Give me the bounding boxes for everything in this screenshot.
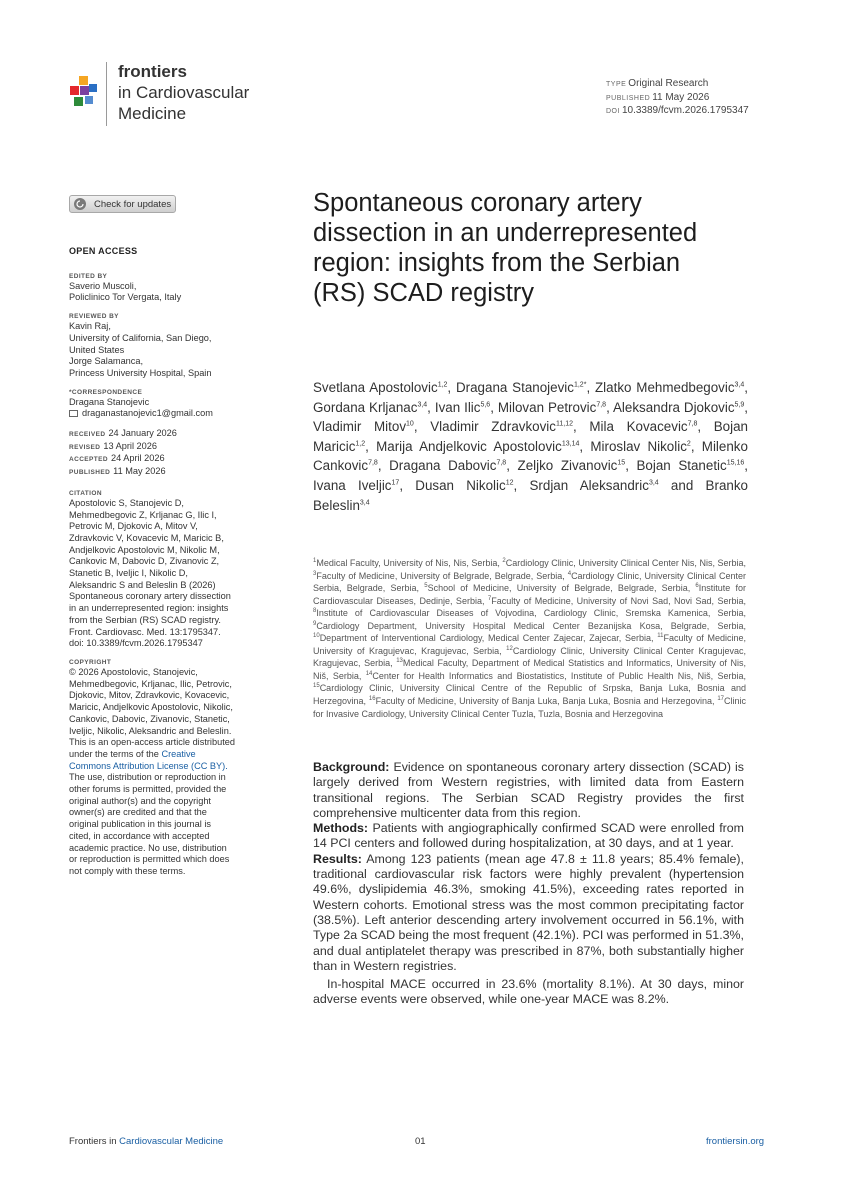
correspondence-name: Dragana Stanojevic xyxy=(69,396,150,407)
article-meta xyxy=(606,78,749,119)
citation-line: Spontaneous coronary artery dissection xyxy=(69,591,231,602)
results-text: Among 123 patients (mean age 47.8 ± 11.8 years; 85.4% female), traditional cardiovascular risk factors were highly prevalent (hypertension 49.6%, dyslipidemia 46.3%, smoking 41.5%), exceeding rates reported in Western cohorts. Emotional stress was the most common precipitating factor (38.5%). Left anterior descending artery involvement occurred in 56.1%, with Type 2a SCAD being the most frequent (42.1%). PCI was performed in 51.3%, and dual antiplatelet therapy was prescribed in 87%, both substantially higher than in Western registries. xyxy=(313,851,744,973)
copyright-line: © 2026 Apostolovic, Stanojevic, xyxy=(69,666,198,677)
author-affiliation-ref: 5,6 xyxy=(480,401,491,409)
affiliation-text: Cardiology Department, University Hospital Medical Center Bezanijska Kosa, Belgrade, Serbia, xyxy=(316,620,746,631)
copyright-line: Maricic, Andjelkovic Apostolovic, Nikolic, xyxy=(69,702,233,713)
date-value: 24 January 2026 xyxy=(108,428,177,439)
author-affiliation-ref: 13,14 xyxy=(561,440,580,448)
affiliation-text: Medical Faculty, Department of Medical Statistics and Informatics, University of Nis, Niš, Serbia, xyxy=(313,658,746,681)
affiliation-text: Center for Health Informatics and Biostatistics, Institute of Public Health Nis, Niš, Serbia, xyxy=(372,670,746,681)
author-name[interactable]: Dragana Stanojevic xyxy=(455,380,574,395)
license-link[interactable]: Creative xyxy=(161,748,196,759)
check-updates-icon xyxy=(74,198,86,210)
affiliation-text: Cardiology Clinic, University Clinical Center Serbia, Belgrade, Serbia, xyxy=(313,570,746,594)
author-name[interactable]: Ivan Ilic xyxy=(434,399,481,415)
abstract xyxy=(313,760,744,1008)
citation-text xyxy=(69,498,269,650)
journal-brand[interactable] xyxy=(118,62,318,124)
date-label: REVISED xyxy=(69,443,101,451)
methods-text: Patients with angiographically confirmed SCAD were enrolled from 14 PCI centers and followed during hospitalization, at 30 days, and at 1 year. xyxy=(313,821,744,851)
author-name[interactable]: Ivana Iveljic xyxy=(313,477,392,493)
copyright-line: cited, in accordance with accepted xyxy=(69,830,210,841)
copyright-tail-text xyxy=(69,772,269,877)
author-affiliation-ref: 5,9 xyxy=(734,401,745,409)
author-affiliation-ref: 15 xyxy=(617,459,626,467)
type-label: TYPE xyxy=(606,81,627,88)
affiliation-text: Medical Faculty, University of Nis, Nis, Serbia, xyxy=(316,558,503,568)
doi-value[interactable]: 10.3389/fcvm.2026.1795347 xyxy=(621,105,749,116)
date-label: PUBLISHED xyxy=(69,469,111,477)
author-affiliation-ref: 7,8 xyxy=(368,459,378,467)
affiliation-text: Institute of Cardiovascular Diseases of Vojvodina, Cardiology Clinic, Sremska Kamenica, Serbia, xyxy=(316,608,746,619)
author-affiliation-ref: 7,8 xyxy=(687,420,698,428)
citation-line: doi: 10.3389/fcvm.2026.1795347 xyxy=(69,638,203,649)
reviewed-line: Princess University Hospital, Spain xyxy=(69,367,212,378)
background-label: Background: xyxy=(313,760,390,774)
citation-line: Zdravkovic V, Kovacevic M, Maricic B, xyxy=(69,532,224,543)
affiliation-number: 11 xyxy=(657,633,664,640)
affiliation-number: 10 xyxy=(313,633,320,640)
reviewed-by-label: REVIEWED BY xyxy=(69,313,119,321)
methods-label: Methods: xyxy=(313,821,369,836)
type-value: Original Research xyxy=(628,78,709,89)
affiliation-number: 17 xyxy=(717,696,724,703)
author-affiliation-ref: 3,4 xyxy=(734,381,745,389)
background-text: Evidence on spontaneous coronary artery dissection (SCAD) is largely derived from Western registries, with limited data from Eastern transitional regions. The Serbian SCAD Registry provides the first comprehensive multicenter data from this region. xyxy=(313,760,744,820)
copyright-line: owner(s) are credited and that the xyxy=(69,807,207,818)
affiliation-text: Cardiology Clinic, University Clinical Center Kragujevac, Kragujevac, Serbia, xyxy=(313,645,746,669)
author-name[interactable]: Srdjan Aleksandric xyxy=(529,477,649,493)
author-name[interactable]: Mila Kovacevic xyxy=(589,419,688,435)
article-title: Spontaneous coronary artery dissection in an underrepresented region: insights from the Serbian (RS) SCAD registry xyxy=(313,189,698,307)
author-affiliation-ref: 17 xyxy=(391,479,400,487)
author-name[interactable]: Bojan Maricic xyxy=(313,419,748,454)
affiliation-text: Cardiology Clinic, University Clinical Centre of the Republic of Srpska, Banja Luka, Bosnia and Herzegovina, xyxy=(313,683,746,707)
check-updates-label: Check for updates xyxy=(94,198,172,210)
copyright-label: COPYRIGHT xyxy=(69,658,112,666)
reviewed-line: Kavin Raj, xyxy=(69,321,111,332)
dates-block xyxy=(69,428,269,479)
copyright-line: or reproduction is permitted which does xyxy=(69,854,230,865)
reviewed-line: Jorge Salamanca, xyxy=(69,356,144,367)
citation-line: from the Serbian (RS) SCAD registry. xyxy=(69,614,221,625)
frontiers-logo-icon xyxy=(70,76,98,108)
affiliation-number: 5 xyxy=(424,583,428,590)
affiliation-number: 3 xyxy=(313,570,317,577)
affiliation-number: 15 xyxy=(313,683,320,690)
affiliation-number: 8 xyxy=(313,608,317,615)
check-for-updates-button[interactable] xyxy=(69,195,176,213)
copyright-line: original publication in this journal is xyxy=(69,819,211,830)
author-name[interactable]: Gordana Krljanac xyxy=(313,399,418,415)
citation-line: in an underrepresented region: insights xyxy=(69,603,229,614)
citation-line: Petrovic M, Djokovic A, Mitov V, xyxy=(69,521,198,532)
copyright-line: original author(s) and the copyright xyxy=(69,795,211,806)
date-label: RECEIVED xyxy=(69,431,106,439)
citation-line: Andjelkovic Apostolovic M, Nikolic M, xyxy=(69,544,220,555)
results-label: Results: xyxy=(313,851,362,866)
edited-line: Saverio Muscoli, xyxy=(69,280,137,291)
author-name[interactable]: Milenko Cankovic xyxy=(313,438,748,474)
footer-prefix: Frontiers in xyxy=(69,1136,120,1147)
reviewed-by-block xyxy=(69,312,269,380)
edited-line: Policlinico Tor Vergata, Italy xyxy=(69,292,182,303)
author-name[interactable]: Zlatko Mehmedbegovic xyxy=(595,380,735,395)
author-name[interactable]: Zeljko Zivanovic xyxy=(517,458,618,474)
citation-line: Aleksandric S and Beleslin B (2026) xyxy=(69,579,216,590)
reviewed-line: United States xyxy=(69,344,125,355)
published-label: PUBLISHED xyxy=(606,94,651,102)
author-affiliation-ref: 3,4 xyxy=(648,479,659,487)
copyright-line: This is an open-access article distributed xyxy=(69,737,235,748)
citation-line: Front. Cardiovasc. Med. 13:1795347. xyxy=(69,626,221,637)
copyright-line: Mehmedbegovic, Krljanac, Ilic, Petrovic, xyxy=(69,678,232,689)
copyright-line: Djokovic, Mitov, Zdravkovic, Kovacevic, xyxy=(69,690,230,701)
copyright-line: The use, distribution or reproduction in xyxy=(69,772,226,783)
affiliations xyxy=(313,557,746,720)
copyright-line: academic practice. No use, distribution xyxy=(69,842,227,853)
copyright-line: not comply with these terms. xyxy=(69,865,186,876)
affiliation-number: 7 xyxy=(487,595,492,602)
author-name[interactable]: Bojan Stanetic xyxy=(636,458,727,474)
footer-site-link[interactable]: frontiersin.org xyxy=(706,1136,765,1147)
mail-icon xyxy=(69,410,78,417)
affiliation-number: 1 xyxy=(313,558,317,564)
correspondence-label: *CORRESPONDENCE xyxy=(69,388,143,396)
affiliation-text: Faculty of Medicine, University of Banja Luka, Banja Luka, Bosnia and Herzegovina, xyxy=(375,696,718,707)
author-affiliation-ref: 3,4 xyxy=(359,499,370,507)
footer-journal[interactable] xyxy=(69,1136,223,1147)
author-affiliation-ref: 7,8 xyxy=(596,401,607,409)
open-access-label: OPEN ACCESS xyxy=(69,246,138,256)
affiliation-text: Faculty of Medicine, University of Novi Sad, Novi Sad, Serbia, xyxy=(491,595,746,606)
affiliation-text: Department of Interventional Cardiology, Medical Center Zajecar, Zajecar, Serbia, xyxy=(319,633,658,644)
footer-journal-name: Cardiovascular Medicine xyxy=(119,1136,224,1147)
edited-by-label: EDITED BY xyxy=(69,272,108,280)
doi-label: DOI xyxy=(606,108,620,115)
affiliation-number: 13 xyxy=(396,658,403,665)
date-value: 13 April 2026 xyxy=(103,440,157,451)
author-name[interactable]: Dragana Dabovic xyxy=(389,458,497,474)
author-name[interactable]: Miroslav Nikolic xyxy=(590,438,687,454)
copyright-last-line: under the terms of the xyxy=(69,748,159,759)
affiliation-number: 4 xyxy=(567,570,572,577)
author-name[interactable]: Vladimir Mitov xyxy=(313,419,407,435)
author-affiliation-ref: 7,8 xyxy=(496,459,507,467)
copyright-block xyxy=(69,658,269,878)
affiliation-text: Faculty of Medicine, University of Kragujevac, Kragujevac, Serbia, xyxy=(313,633,746,656)
author-affiliation-ref: 12 xyxy=(505,479,514,487)
author-name[interactable]: Milovan Petrovic xyxy=(497,399,597,415)
citation-line: Apostolovic S, Stanojevic D, xyxy=(69,497,184,508)
license-link[interactable]: Commons Attribution License (CC BY). xyxy=(69,760,228,771)
sidebar xyxy=(69,246,269,886)
affiliation-text: Faculty of Medicine, University of Belgrade, Belgrade, Serbia, xyxy=(316,570,568,581)
affiliation-number: 6 xyxy=(695,583,699,590)
journal-name-line2: Medicine xyxy=(118,104,187,123)
author-affiliation-ref: 1,2 xyxy=(437,381,448,389)
author-name[interactable]: Branko Beleslin xyxy=(313,477,748,513)
date-label: ACCEPTED xyxy=(69,456,108,464)
citation-line: Mehmedbegovic Z, Krljanac G, Ilic I, xyxy=(69,509,217,520)
affiliation-number: 16 xyxy=(368,696,376,703)
correspondence-block xyxy=(69,388,269,420)
copyright-line: Cankovic, Dabovic, Zivanovic, Stanetic, xyxy=(69,713,230,724)
author-name[interactable]: Dusan Nikolic xyxy=(415,477,506,493)
author-name[interactable]: Svetlana Apostolovic xyxy=(313,380,438,395)
brand-name: frontiers xyxy=(118,62,187,81)
reviewed-line: University of California, San Diego, xyxy=(69,332,212,343)
author-affiliation-ref: 2 xyxy=(686,440,691,448)
date-value: 24 April 2026 xyxy=(110,453,165,464)
author-affiliation-ref: 10 xyxy=(406,420,414,428)
affiliation-number: 12 xyxy=(506,645,513,652)
copyright-line: Iveljic, Nikolic, Aleksandric and Beleslin. xyxy=(69,725,232,736)
author-affiliation-ref: 15,16 xyxy=(726,459,745,467)
author-name[interactable]: Vladimir Zdravkovic xyxy=(430,419,556,435)
citation-line: Stanetic B, Iveljic I, Nikolic D, xyxy=(69,568,188,579)
affiliation-text: Clinic for Invasive Cardiology, University Clinical Center Tuzla, Tuzla, Bosnia and Herzegovina xyxy=(313,696,747,719)
author-affiliation-ref: 1,2 xyxy=(355,440,366,448)
correspondence-email[interactable]: draganastanojevic1@gmail.com xyxy=(82,408,213,419)
results-text-2: In-hospital MACE occurred in 23.6% (mortality 8.1%). At 30 days, minor adverse events were observed, while one-year MACE was 8.2%. xyxy=(313,977,744,1007)
affiliation-number: 9 xyxy=(313,620,317,627)
page-number: 01 xyxy=(415,1136,426,1147)
published-value: 11 May 2026 xyxy=(652,91,710,103)
author-affiliation-ref: 11,12 xyxy=(555,420,573,428)
citation-label: CITATION xyxy=(69,489,102,497)
author-list: Svetlana Apostolovic$^{1,2}$, Dragana Stanojevic$^{1,2*}$, Zlatko Mehmedbegovic$^{3,4}$, Gordana Krljanac$^{3,4}$, Ivan Ilic$^{5,6}$, Milovan Petrovic$^{7,8}$, Aleksandra Djokovic$^{5,9}$, Vladimir Mitov$^{10}$, Vladimir Zdravkovic$^{11,12}$, Mila Kovacevic$^{7,8}$, Bojan Maricic$^{1,2}$, Marija Andjelkovic Apostolovic$^{13,14}$, Miroslav Nikolic$^2$, Milenko Cankovic$^{7,8}$, Dragana Dabovic$^{7,8}$, Zeljko Zivanovic$^{15}$, Bojan Stanetic$^{15,16}$, Ivana Iveljic$^{17}$, Dusan Nikolic$^{12}$, Srdjan Aleksandric$^{3,4}$ and Branko Beleslin$^{3,4}$ xyxy=(313,380,749,513)
edited-by-block xyxy=(69,272,269,304)
citation-block xyxy=(69,489,269,650)
logo-divider xyxy=(106,62,107,126)
copyright-text xyxy=(69,667,269,749)
author-name[interactable]: Aleksandra Djokovic xyxy=(612,399,735,415)
journal-name-line1: in Cardiovascular xyxy=(118,83,250,102)
copyright-line: other forums is permitted, provided the xyxy=(69,784,227,795)
affiliation-text: Cardiology Clinic, University Clinical Center Nis, Nis, Serbia, xyxy=(505,558,746,568)
author-affiliation-ref: 3,4 xyxy=(417,401,428,409)
author-name[interactable]: Marija Andjelkovic Apostolovic xyxy=(376,438,562,454)
affiliation-number: 14 xyxy=(365,670,373,677)
affiliation-text: School of Medicine, University of Belgrade, Belgrade, Serbia, xyxy=(427,583,696,594)
affiliation-number: 2 xyxy=(502,558,506,564)
affiliation-text: Institute for Cardiovascular Diseases, Dedinje, Serbia, xyxy=(313,583,747,606)
author-affiliation-ref: 1,2* xyxy=(573,381,587,389)
citation-line: Cankovic M, Dabovic D, Zivanovic Z, xyxy=(69,556,220,567)
date-value: 11 May 2026 xyxy=(113,466,166,477)
